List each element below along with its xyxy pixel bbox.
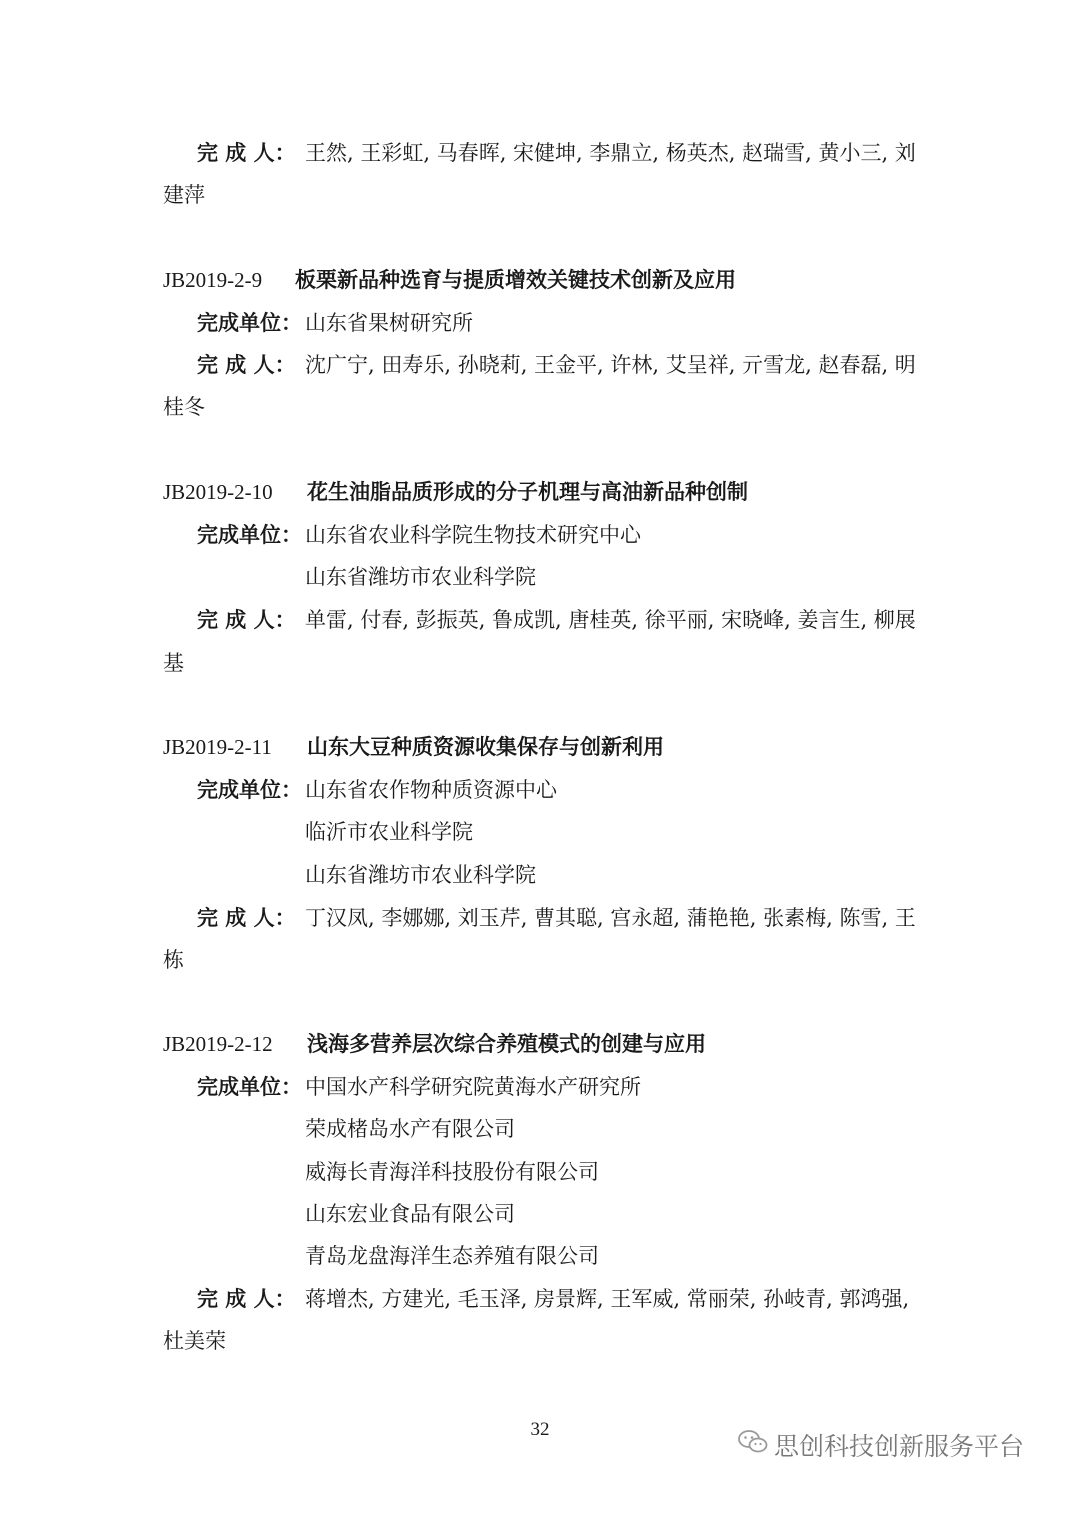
persons-list: 蒋增杰, 方建光, 毛玉泽, 房景辉, 王军威, 常丽荣, 孙岐青, 郭鸿强, [305, 1287, 910, 1311]
unit-name: 山东省果树研究所 [305, 311, 473, 335]
page-number: 32 [530, 1419, 550, 1440]
persons-label: 完 成 人： [197, 608, 296, 632]
persons-list-continued: 建萍 [163, 183, 205, 207]
unit-name: 临沂市农业科学院 [305, 820, 473, 844]
unit-name: 山东省潍坊市农业科学院 [305, 863, 536, 887]
wechat-icon [738, 1429, 768, 1461]
entry-title: 花生油脂品质形成的分子机理与高油新品种创制 [307, 480, 748, 504]
persons-list-continued: 栋 [163, 948, 184, 972]
persons-list-continued: 基 [163, 651, 184, 675]
unit-name: 山东省农作物种质资源中心 [305, 778, 557, 802]
persons-list: 王然, 王彩虹, 马春晖, 宋健坤, 李鼎立, 杨英杰, 赵瑞雪, 黄小三, 刘 [305, 141, 916, 165]
unit-name: 威海长青海洋科技股份有限公司 [305, 1160, 599, 1184]
units-label: 完成单位： [197, 523, 302, 547]
entry-code: JB2019-2-12 [163, 1032, 273, 1056]
watermark-text: 思创科技创新服务平台 [774, 1432, 1025, 1461]
persons-label: 完 成 人： [197, 906, 296, 930]
persons-label: 完 成 人： [197, 1287, 296, 1311]
units-label: 完成单位： [197, 1075, 302, 1099]
units-label: 完成单位： [197, 311, 302, 335]
unit-name: 山东省潍坊市农业科学院 [305, 565, 536, 589]
persons-list-continued: 杜美荣 [163, 1329, 226, 1353]
entry-code: JB2019-2-11 [163, 735, 272, 759]
entry-title: 板栗新品种选育与提质增效关键技术创新及应用 [295, 268, 736, 292]
unit-name: 青岛龙盘海洋生态养殖有限公司 [305, 1244, 599, 1268]
persons-list: 沈广宁, 田寿乐, 孙晓莉, 王金平, 许林, 艾呈祥, 亓雪龙, 赵春磊, 明 [305, 353, 916, 377]
persons-list: 单雷, 付春, 彭振英, 鲁成凯, 唐桂英, 徐平丽, 宋晓峰, 姜言生, 柳展 [305, 608, 916, 632]
entry-code: JB2019-2-9 [163, 268, 263, 292]
entry-title: 山东大豆种质资源收集保存与创新利用 [307, 735, 664, 759]
unit-name: 山东省农业科学院生物技术研究中心 [305, 523, 641, 547]
entry-code: JB2019-2-10 [163, 480, 273, 504]
persons-label: 完 成 人： [197, 141, 296, 165]
unit-name: 山东宏业食品有限公司 [305, 1202, 515, 1226]
persons-list: 丁汉凤, 李娜娜, 刘玉芹, 曹其聪, 宫永超, 蒲艳艳, 张素梅, 陈雪, 王 [305, 906, 916, 930]
entry-title: 浅海多营养层次综合养殖模式的创建与应用 [307, 1032, 706, 1056]
watermark [738, 1425, 1024, 1465]
units-label: 完成单位： [197, 778, 302, 802]
unit-name: 中国水产科学研究院黄海水产研究所 [305, 1075, 641, 1099]
persons-list-continued: 桂冬 [163, 395, 205, 419]
persons-label: 完 成 人： [197, 353, 296, 377]
unit-name: 荣成楮岛水产有限公司 [305, 1117, 515, 1141]
